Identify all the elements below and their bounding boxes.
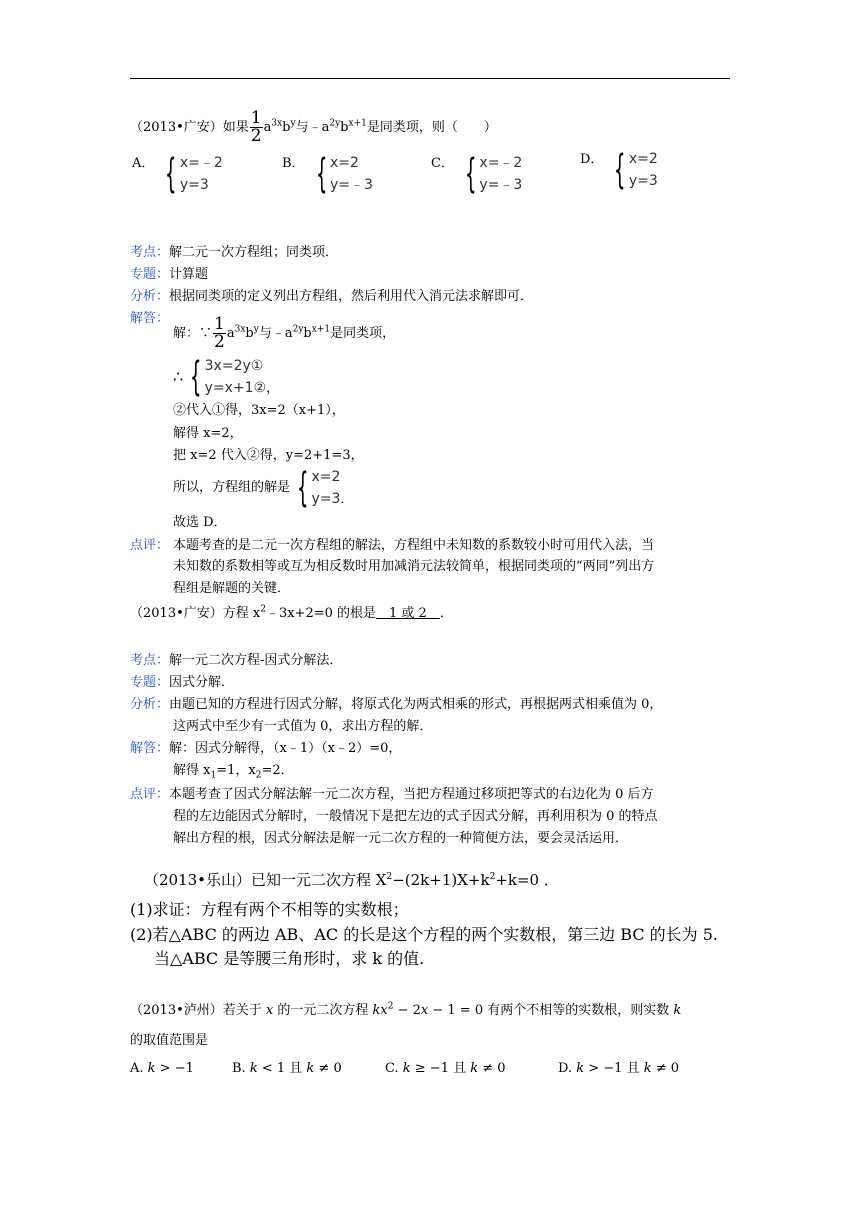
sys-after: ， xyxy=(266,381,280,396)
q1-sol-line5: 把 x=2 代入②得，y=2+1=3， xyxy=(173,448,364,463)
sol-mid: 与$﹣a^{2y}b^{x+1}$是同类项， xyxy=(258,324,396,341)
zhuanti-text: 因式分解． xyxy=(169,675,235,690)
opt-row2: y=3 xyxy=(628,173,658,189)
q4-option-c: C. k ≥ −1 且 k ≠ 0 xyxy=(385,1061,506,1076)
q2-zhuanti xyxy=(130,673,234,693)
q3-stem: （2013•乐山）已知一元二次方程 $X^2-(2k+1)X+k^2+k=0$ ． xyxy=(144,871,559,889)
q1-jieda-label xyxy=(130,309,169,329)
q1-option-a xyxy=(132,152,223,196)
opt-row1: x=﹣2 xyxy=(179,155,223,171)
header-rule xyxy=(130,78,730,79)
frac-num: 1 xyxy=(214,314,225,334)
sol-term1: $a^{3x}b^y$ xyxy=(226,324,259,341)
q1-dianping xyxy=(130,536,169,556)
sys-row2: y=x+1② xyxy=(204,380,267,396)
dianping-text: 本题考查了因式分解法解一元二次方程，当把方程通过移项把等式的右边化为 0 后方 xyxy=(169,787,654,802)
q1-option-c xyxy=(431,152,522,196)
q1-fenxi xyxy=(130,287,533,307)
label-kaodian: 考点： xyxy=(130,653,170,668)
q1-sol-line7: 故选 D． xyxy=(173,515,227,530)
therefore-sign: ∴ xyxy=(173,367,184,386)
label-zhuanti: 专题： xyxy=(130,267,170,282)
frac-den: 2 xyxy=(250,126,262,146)
brace-icon: { xyxy=(165,151,177,197)
opt-letter: B． xyxy=(282,156,305,171)
label-zhuanti: 专题： xyxy=(130,675,170,690)
fraction-half xyxy=(213,316,226,351)
q2-fenxi xyxy=(130,695,662,715)
q1-dianping-line: 程组是解题的关键． xyxy=(173,581,291,596)
frac-den: 2 xyxy=(214,332,225,352)
q1-dianping-line: 本题考查的是二元一次方程组的解法，方程组中未知数的系数较小时可用代入法，当 xyxy=(173,538,655,553)
q2-fenxi-line: 这两式中至少有一式值为 0，求出方程的解． xyxy=(173,719,433,734)
q1-mid: 与$﹣a^{2y}b^{x+1}$是同类项，则（ ） xyxy=(295,118,497,135)
q1-stem xyxy=(130,110,497,145)
q4-option-b: B. k < 1 且 k ≠ 0 xyxy=(232,1061,342,1076)
brace-icon: { xyxy=(464,151,477,197)
q1-sol-line6 xyxy=(173,466,353,510)
q3-part2b: 当△ABC 是等腰三角形时，求 k 的值. xyxy=(154,949,425,968)
q1-sol-line1 xyxy=(173,316,395,351)
q1-system xyxy=(173,355,279,399)
brace-icon: { xyxy=(315,151,328,197)
q4-option-d: D. k > −1 且 k ≠ 0 xyxy=(558,1061,680,1076)
q2-stem-before: （2013•广安）方程 $x^2﹣3x+2=0$ 的根是 xyxy=(130,604,377,621)
q2-jieda-line: 解得 $x_1=1$，$x_2=2$． xyxy=(173,763,294,781)
q1-sol-line3: ②代入①得，3x=2（x+1）， xyxy=(173,403,345,418)
q4-line2: 的取值范围是 xyxy=(130,1033,209,1048)
sys-row1: 3x=2y① xyxy=(204,358,264,374)
opt-letter: C． xyxy=(431,156,454,171)
q2-dianping xyxy=(130,785,654,805)
q4-line1: （2013•泸州）若关于 x 的一元二次方程 $kx^2 - 2x - 1 = 0$ 有两个不相等的实数根，则实数 k xyxy=(130,1001,682,1018)
q2-stem xyxy=(130,604,453,624)
q1-source: （2013•广安）如果 xyxy=(130,120,249,135)
opt-letter: A． xyxy=(132,156,155,171)
q1-term1: $a^{3x}b^y$ xyxy=(263,118,296,135)
label-jieda: 解答： xyxy=(130,311,170,326)
brace-icon: { xyxy=(614,147,626,193)
fenxi-text: 根据同类项的定义列出方程组，然后利用代入消元法求解即可． xyxy=(169,289,534,304)
label-kaodian: 考点： xyxy=(130,245,170,260)
q1-sol-line4: 解得 x=2， xyxy=(173,426,243,441)
frac-num: 1 xyxy=(250,108,262,128)
q3-part2: (2)若△ABC 的两边 AB、AC 的长是这个方程的两个实数根，第三边 BC 的长为 5. xyxy=(130,925,719,944)
q2-stem-after: ． xyxy=(439,606,453,621)
q1-dianping-line: 未知数的系数相等或互为相反数时用加减消元法较简单，根据同类项的“两同”列出方 xyxy=(173,559,655,574)
kaodian-text: 解一元二次方程-因式分解法． xyxy=(169,653,343,668)
kaodian-text: 解二元一次方程组；同类项． xyxy=(169,245,339,260)
zhuanti-text: 计算题 xyxy=(169,267,209,282)
q2-jieda xyxy=(130,739,401,759)
q2-dianping-line: 解出方程的根，因式分解法是解一元二次方程的一种简便方法，要会灵活运用． xyxy=(173,831,629,846)
opt-row2: y=﹣3 xyxy=(330,177,373,193)
label-dianping: 点评： xyxy=(130,787,170,802)
q2-answer: 1 或 2 xyxy=(376,606,440,621)
label-jieda: 解答： xyxy=(130,741,170,756)
q1-option-d xyxy=(580,148,658,192)
brace-icon: { xyxy=(297,465,309,511)
opt-row2: y=﹣3 xyxy=(479,177,523,193)
q2-kaodian xyxy=(130,651,342,671)
q1-option-b xyxy=(282,152,373,196)
opt-row1: x=﹣2 xyxy=(479,155,523,171)
jieda-text: 解：因式分解得，（x﹣1）（x﹣2）=0， xyxy=(169,741,402,756)
label-fenxi: 分析： xyxy=(130,289,170,304)
q4-option-a: A. k > −1 xyxy=(130,1061,194,1076)
opt-row2: y=3 xyxy=(179,177,209,193)
line6-after: ． xyxy=(340,492,354,507)
fraction-half xyxy=(250,110,263,145)
sol-prefix: 解：∵ xyxy=(173,326,213,341)
q2-dianping-line: 程的左边能因式分解时，一般情况下是把左边的式子因式分解，再利用积为 0 的特点 xyxy=(173,809,658,824)
q3-part1: (1)求证：方程有两个不相等的实数根； xyxy=(130,900,409,919)
label-fenxi: 分析： xyxy=(130,697,170,712)
opt-row1: x=2 xyxy=(628,151,658,167)
sol-row1: x=2 xyxy=(311,469,341,485)
opt-letter: D． xyxy=(580,152,604,167)
q1-zhuanti xyxy=(130,265,208,285)
brace-icon: { xyxy=(190,354,202,400)
label-dianping: 点评： xyxy=(130,538,170,553)
sol-row2: y=3 xyxy=(311,491,341,507)
line6-prefix: 所以，方程组的解是 xyxy=(173,480,291,495)
fenxi-text: 由题已知的方程进行因式分解，将原式化为两式相乘的形式，再根据两式相乘值为 0， xyxy=(169,697,663,712)
opt-row1: x=2 xyxy=(330,155,359,171)
q1-kaodian xyxy=(130,243,338,263)
